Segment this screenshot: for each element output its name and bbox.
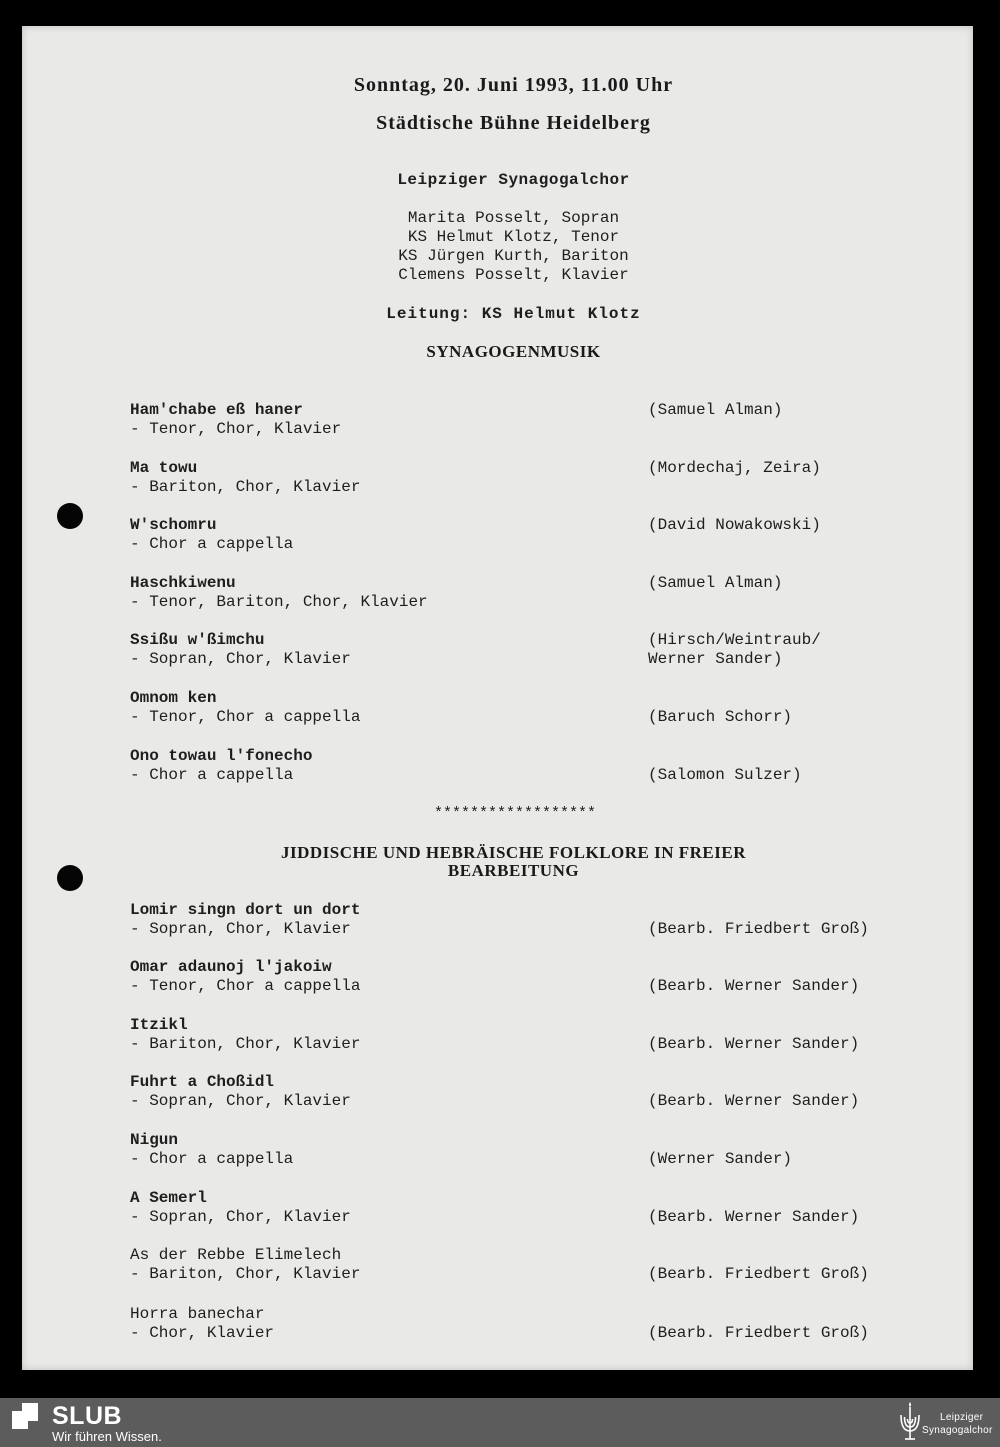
piece-voices: - Bariton, Chor, Klavier bbox=[130, 478, 361, 496]
performer-line: Marita Posselt, Sopran bbox=[407, 209, 620, 227]
piece-voices: - Sopran, Chor, Klavier bbox=[130, 920, 351, 938]
piece-title: Omnom ken bbox=[130, 689, 217, 707]
piece-title: Ham'chabe eß haner bbox=[130, 401, 303, 419]
piece-title: Ssißu w'ßimchu bbox=[130, 631, 265, 649]
piece-voices: - Sopran, Chor, Klavier bbox=[130, 650, 351, 668]
piece-voices: - Tenor, Chor a cappella bbox=[130, 977, 361, 995]
piece-voices: - Sopran, Chor, Klavier bbox=[130, 1092, 351, 1110]
slub-logo-text: SLUB bbox=[52, 1402, 123, 1430]
piece-title: W'schomru bbox=[130, 516, 217, 534]
section-title-folklore-line2: BEARBEITUNG bbox=[447, 861, 580, 880]
piece-credit: (Bearb. Friedbert Groß) bbox=[648, 1324, 869, 1342]
piece-credit: (Hirsch/Weintraub/ bbox=[648, 631, 821, 649]
piece-title: Itzikl bbox=[130, 1016, 188, 1034]
partner-name-line1: Leipziger bbox=[940, 1412, 984, 1423]
piece-credit: (Bearb. Werner Sander) bbox=[648, 977, 860, 995]
piece-voices: - Tenor, Chor a cappella bbox=[130, 708, 361, 726]
piece-title: Ma towu bbox=[130, 459, 198, 477]
concert-venue: Städtische Bühne Heidelberg bbox=[376, 112, 651, 134]
piece-title: Nigun bbox=[130, 1131, 179, 1149]
punch-hole-top bbox=[57, 503, 83, 529]
piece-title: Lomir singn dort un dort bbox=[130, 901, 361, 919]
piece-voices: - Bariton, Chor, Klavier bbox=[130, 1265, 361, 1283]
section-title-synagogenmusik: SYNAGOGENMUSIK bbox=[426, 342, 601, 361]
direction-line: Leitung: KS Helmut Klotz bbox=[386, 305, 641, 323]
piece-credit: (Salomon Sulzer) bbox=[648, 766, 802, 784]
piece-credit: (Bearb. Friedbert Groß) bbox=[648, 1265, 869, 1283]
piece-credit: (David Nowakowski) bbox=[648, 516, 821, 534]
footer-bar bbox=[0, 1398, 1000, 1447]
piece-voices: - Sopran, Chor, Klavier bbox=[130, 1208, 351, 1226]
slub-tagline: Wir führen Wissen. bbox=[52, 1429, 162, 1444]
partner-name-line2: Synagogalchor bbox=[922, 1425, 993, 1436]
piece-credit: (Bearb. Friedbert Groß) bbox=[648, 920, 869, 938]
piece-voices: - Bariton, Chor, Klavier bbox=[130, 1035, 361, 1053]
piece-title: Ono towau l'fonecho bbox=[130, 747, 313, 765]
piece-credit: (Werner Sander) bbox=[648, 1150, 793, 1168]
piece-voices: - Tenor, Chor, Klavier bbox=[130, 420, 342, 438]
section-title-folklore: JIDDISCHE UND HEBRÄISCHE FOLKLORE IN FREIER bbox=[281, 843, 746, 862]
piece-voices: - Tenor, Bariton, Chor, Klavier bbox=[130, 593, 428, 611]
performer-line: KS Jürgen Kurth, Bariton bbox=[398, 247, 629, 265]
performer-line: Clemens Posselt, Klavier bbox=[398, 266, 629, 284]
piece-credit: (Bearb. Werner Sander) bbox=[648, 1092, 860, 1110]
piece-voices: - Chor a cappella bbox=[130, 766, 294, 784]
piece-title: A Semerl bbox=[130, 1189, 207, 1207]
piece-title: As der Rebbe Elimelech bbox=[130, 1246, 342, 1264]
piece-voices: - Chor a cappella bbox=[130, 535, 294, 553]
piece-voices: - Chor a cappella bbox=[130, 1150, 294, 1168]
piece-credit: (Samuel Alman) bbox=[648, 401, 783, 419]
piece-credit: (Bearb. Werner Sander) bbox=[648, 1035, 860, 1053]
piece-credit: (Bearb. Werner Sander) bbox=[648, 1208, 860, 1226]
piece-credit: (Baruch Schorr) bbox=[648, 708, 793, 726]
piece-title: Haschkiwenu bbox=[130, 574, 236, 592]
piece-title: Omar adaunoj l'jakoiw bbox=[130, 958, 332, 976]
piece-credit: (Mordechaj, Zeira) bbox=[648, 459, 821, 477]
concert-date: Sonntag, 20. Juni 1993, 11.00 Uhr bbox=[353, 74, 674, 96]
slub-logo-icon bbox=[12, 1403, 38, 1429]
piece-title: Horra banechar bbox=[130, 1305, 265, 1323]
piece-credit: (Samuel Alman) bbox=[648, 574, 783, 592]
piece-credit-continued: Werner Sander) bbox=[648, 650, 783, 668]
asterisk-separator: ****************** bbox=[434, 805, 597, 822]
menorah-icon bbox=[898, 1401, 922, 1443]
piece-title: Fuhrt a Choßidl bbox=[130, 1073, 275, 1091]
piece-voices: - Chor, Klavier bbox=[130, 1324, 275, 1342]
ensemble-name: Leipziger Synagogalchor bbox=[397, 171, 630, 189]
performer-line: KS Helmut Klotz, Tenor bbox=[407, 228, 620, 246]
